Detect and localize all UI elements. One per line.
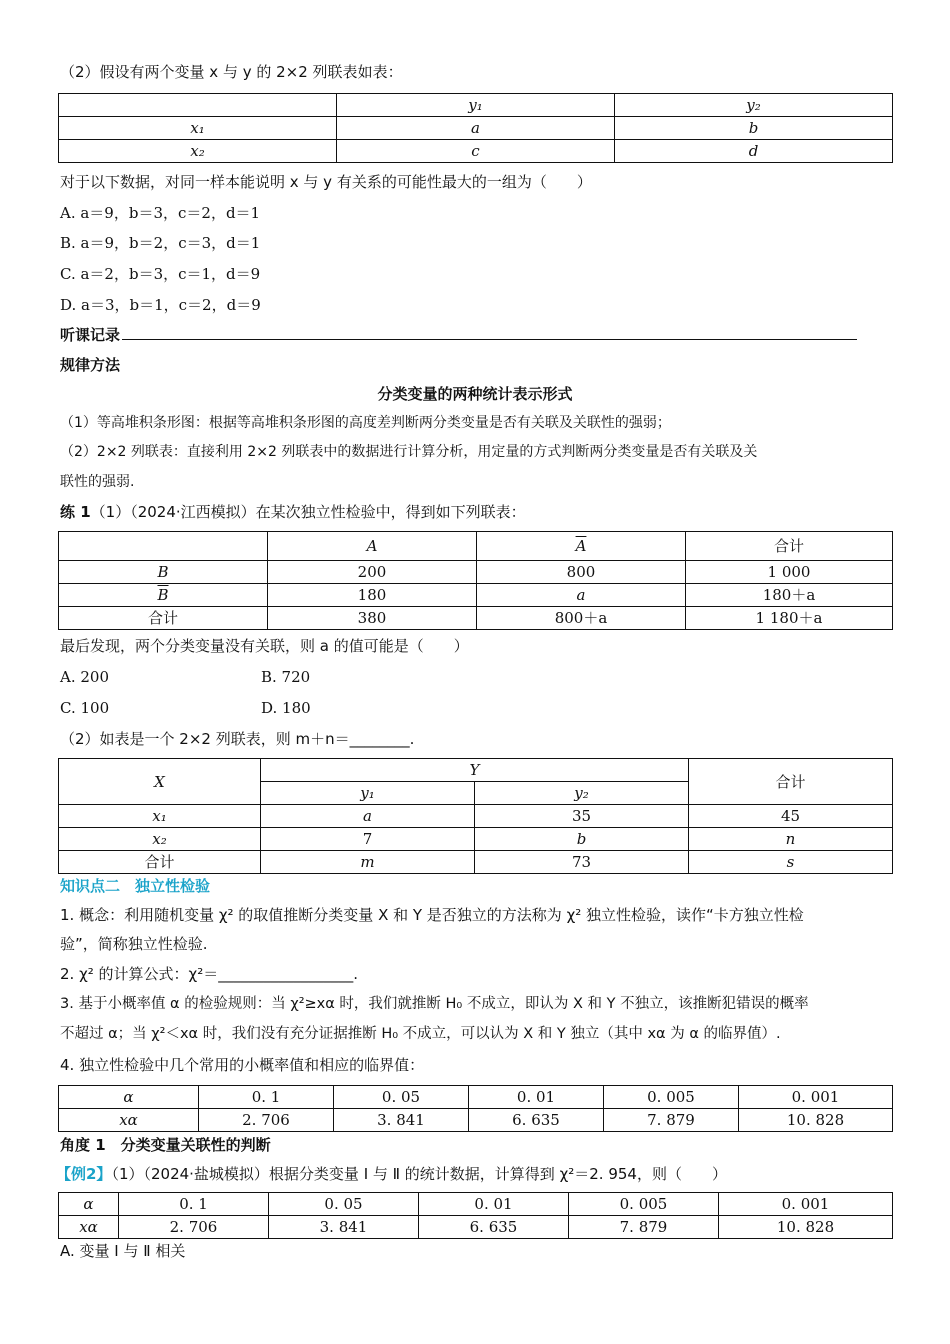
- table-cell: d: [615, 140, 893, 163]
- table-cell: 180＋a: [686, 584, 893, 607]
- table-cell: 200: [268, 561, 477, 584]
- table-row: [59, 140, 893, 163]
- critical-value-table-2: [58, 1192, 893, 1239]
- notes-label: 听课记录: [60, 326, 121, 344]
- table-cell: $\overline{A}$: [477, 532, 686, 561]
- table-cell: 7. 879: [604, 1109, 739, 1132]
- table-cell: m: [261, 851, 475, 874]
- table-cell: 6. 635: [469, 1109, 604, 1132]
- method-title: 分类变量的两种统计表示形式: [377, 385, 573, 403]
- angle-1-title: 角度 1 分类变量关联性的判断: [60, 1136, 271, 1154]
- table-cell: 合计: [686, 532, 893, 561]
- table-cell: 合计: [689, 759, 893, 805]
- option-a: A. a＝9，b＝3，c＝2，d＝1: [60, 204, 261, 222]
- table-cell: n: [689, 828, 893, 851]
- option-d: D. 180: [261, 699, 311, 717]
- contingency-table-xy: [58, 93, 893, 163]
- option-c: C. a＝2，b＝3，c＝1，d＝9: [60, 265, 261, 283]
- rule-line-1: 3. 基于小概率值 α 的检验规则：当 χ²≥xα 时，我们就推断 H₀ 不成立，即认为 X 和 Y 不独立，该推断犯错误的概率: [60, 996, 809, 1012]
- critical-intro: 4. 独立性检验中几个常用的小概率值和相应的临界值：: [60, 1056, 425, 1074]
- exercise-1-label: 练 1: [60, 503, 91, 521]
- table-cell: 0. 05: [334, 1086, 469, 1109]
- example-2-text: （1）（2024·盐城模拟）根据分类变量 Ⅰ 与 Ⅱ 的统计数据，计算得到 χ²＝2. 954，则（ ）: [111, 1165, 727, 1183]
- table-cell: 45: [689, 805, 893, 828]
- table-cell: 800＋a: [477, 607, 686, 630]
- option-c: C. 100: [60, 699, 110, 717]
- concept-line-1: 1. 概念：利用随机变量 χ² 的取值推断分类变量 X 和 Y 是否独立的方法称为 χ² 独立性检验，读作“卡方独立性检: [60, 906, 804, 924]
- table-cell: 7. 879: [569, 1216, 719, 1239]
- formula-line: 2. χ² 的计算公式：χ²＝__________________.: [60, 965, 358, 983]
- notes-line: [60, 325, 857, 345]
- table-row: [59, 805, 893, 828]
- table-cell: $\overline{B}$: [59, 584, 268, 607]
- option-b: B. a＝9，b＝2，c＝3，d＝1: [60, 234, 261, 252]
- table-row: [59, 759, 893, 782]
- table-row: [59, 1193, 893, 1216]
- table-cell: 0. 001: [739, 1086, 893, 1109]
- table-cell: 35: [475, 805, 689, 828]
- method-item-1: （1）等高堆积条形图：根据等高堆积条形图的高度差判断两分类变量是否有关联及关联性的强弱；: [60, 415, 671, 431]
- method-label: 规律方法: [60, 356, 121, 374]
- table-cell: 6. 635: [419, 1216, 569, 1239]
- table-cell: X: [59, 759, 261, 805]
- option-a: A. 200: [60, 668, 109, 686]
- table-cell: 0. 05: [269, 1193, 419, 1216]
- table-cell: y₁: [337, 94, 615, 117]
- table-cell: 0. 1: [199, 1086, 334, 1109]
- table-cell: x₂: [59, 140, 337, 163]
- question-2-intro: （2）假设有两个变量 x 与 y 的 2×2 列联表如表：: [60, 63, 403, 81]
- table-cell: 3. 841: [334, 1109, 469, 1132]
- table-cell: y₂: [475, 782, 689, 805]
- table-cell: [59, 94, 337, 117]
- table-cell: 0. 005: [604, 1086, 739, 1109]
- table-row: [59, 1216, 893, 1239]
- contingency-table-mn: [58, 758, 893, 874]
- table-cell: xα: [59, 1216, 119, 1239]
- table-row: [59, 607, 893, 630]
- table-cell: xα: [59, 1109, 199, 1132]
- table-cell: 0. 01: [419, 1193, 569, 1216]
- table-cell: α: [59, 1086, 199, 1109]
- table-row: [59, 94, 893, 117]
- table-cell: 1 180＋a: [686, 607, 893, 630]
- table-cell: 合计: [59, 607, 268, 630]
- table-row: [59, 828, 893, 851]
- table-cell: 0. 01: [469, 1086, 604, 1109]
- exercise-1: [60, 502, 526, 522]
- table-cell: 2. 706: [199, 1109, 334, 1132]
- exercise-1-part-2: （2）如表是一个 2×2 列联表，则 m＋n＝________.: [60, 730, 415, 748]
- table-cell: 2. 706: [119, 1216, 269, 1239]
- table-cell: c: [337, 140, 615, 163]
- table-cell: 73: [475, 851, 689, 874]
- table-cell: 0. 1: [119, 1193, 269, 1216]
- table-cell: y₁: [261, 782, 475, 805]
- table-cell: 7: [261, 828, 475, 851]
- table-cell: x₁: [59, 117, 337, 140]
- example-2-tag: 【例2】: [56, 1165, 112, 1183]
- table-cell: s: [689, 851, 893, 874]
- example-2: [56, 1164, 727, 1184]
- table-cell: 合计: [59, 851, 261, 874]
- table-cell: a: [337, 117, 615, 140]
- table-cell: B: [59, 561, 268, 584]
- table-cell: 3. 841: [269, 1216, 419, 1239]
- table-cell: b: [475, 828, 689, 851]
- question-2-text: 对于以下数据，对同一样本能说明 x 与 y 有关系的可能性最大的一组为（ ）: [60, 173, 592, 191]
- table-cell: 180: [268, 584, 477, 607]
- option-d: D. a＝3，b＝1，c＝2，d＝9: [60, 296, 261, 314]
- table-row: [59, 117, 893, 140]
- table-cell: 1 000: [686, 561, 893, 584]
- table-cell: 800: [477, 561, 686, 584]
- table-cell: x₁: [59, 805, 261, 828]
- table-cell: y₂: [615, 94, 893, 117]
- table-cell: a: [477, 584, 686, 607]
- table-cell: 380: [268, 607, 477, 630]
- method-item-2-cont: 联性的强弱.: [60, 474, 135, 490]
- table-cell: 10. 828: [719, 1216, 893, 1239]
- table-cell: b: [615, 117, 893, 140]
- notes-blank: [122, 325, 857, 340]
- knowledge-point-title: 知识点二 独立性检验: [60, 877, 211, 895]
- exercise-1-question: 最后发现，两个分类变量没有关联，则 a 的值可能是（ ）: [60, 637, 469, 655]
- concept-line-2: 验”，简称独立性检验.: [60, 935, 208, 953]
- table-row: [59, 561, 893, 584]
- method-item-2: （2）2×2 列联表：直接利用 2×2 列联表中的数据进行计算分析，用定量的方式判断两分类变量是否有关联及关: [60, 444, 758, 460]
- table-cell: a: [261, 805, 475, 828]
- option-b: B. 720: [261, 668, 311, 686]
- table-row: [59, 532, 893, 561]
- table-cell: 0. 005: [569, 1193, 719, 1216]
- table-row: [59, 1109, 893, 1132]
- table-cell: x₂: [59, 828, 261, 851]
- exercise-1-text: （1）（2024·江西模拟）在某次独立性检验中，得到如下列联表：: [90, 503, 526, 521]
- table-cell: Y: [261, 759, 689, 782]
- table-cell: 0. 001: [719, 1193, 893, 1216]
- table-cell: A: [268, 532, 477, 561]
- table-row: [59, 1086, 893, 1109]
- table-row: [59, 584, 893, 607]
- contingency-table-ab: [58, 531, 893, 630]
- critical-value-table: [58, 1085, 893, 1132]
- table-cell: 10. 828: [739, 1109, 893, 1132]
- table-row: [59, 851, 893, 874]
- table-cell: α: [59, 1193, 119, 1216]
- table-cell: [59, 532, 268, 561]
- example-2-option-a: A. 变量 Ⅰ 与 Ⅱ 相关: [60, 1242, 186, 1260]
- rule-line-2: 不超过 α；当 χ²＜xα 时，我们没有充分证据推断 H₀ 不成立，可以认为 X 和 Y 独立（其中 xα 为 α 的临界值）.: [60, 1026, 781, 1042]
